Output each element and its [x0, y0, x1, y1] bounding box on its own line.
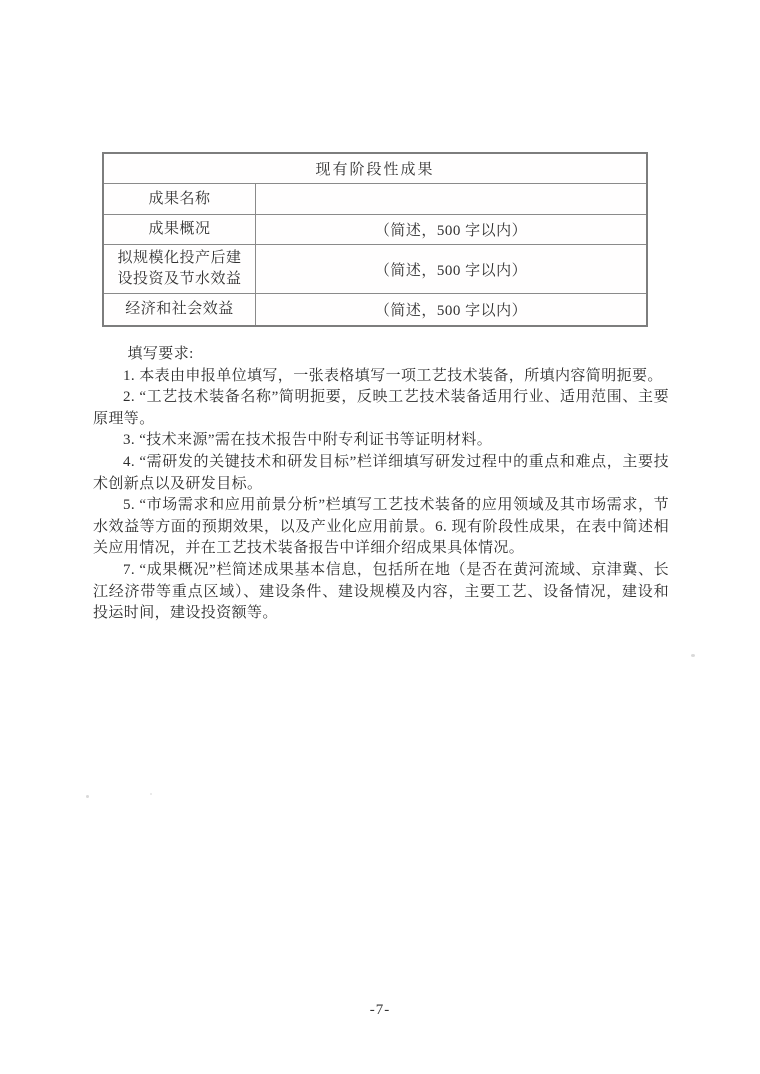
row-label-text: 经济和社会效益: [125, 301, 234, 317]
page-number: -7-: [369, 1002, 391, 1018]
requirement-item-5-6: 5. “市场需求和应用前景分析”栏填写工艺技术装备的应用领域及其市场需求，节水效益等方面的预期效果，以及产业化应用前景。6. 现有阶段性成果，在表中简述相关应用情况，并在工艺技术装备报告中详细介绍成果具体情况。: [93, 497, 669, 557]
row-value-economic-social-benefit: （简述，500 字以内）: [374, 303, 528, 319]
table-row: [104, 215, 646, 245]
fill-in-requirements: [93, 344, 669, 625]
row-label-investment-benefit: [104, 245, 256, 293]
row-label-text: 成果名称: [148, 190, 211, 207]
row-value-result-name: [256, 184, 646, 214]
achievements-table: [102, 152, 648, 327]
requirement-item-2: 2. “工艺技术装备名称”简明扼要，反映工艺技术装备适用行业、适用范围、主要原理等。: [93, 389, 669, 427]
table-row: [104, 184, 646, 215]
requirement-item-7: 7. “成果概况”栏简述成果基本信息，包括所在地（是否在黄河流域、京津冀、长江经济带等重点区域）、建设条件、建设规模及内容，主要工艺、设备情况，建设和投运时间，建设投资额等。: [93, 561, 669, 622]
requirement-item-4: 4. “需研发的关键技术和研发目标”栏详细填写研发过程中的重点和难点，主要技术创新点以及研发目标。: [93, 453, 669, 492]
requirements-heading: 填写要求:: [127, 346, 194, 362]
row-label-text: 成果概况: [148, 221, 211, 237]
row-value-investment-benefit: （简述，500 字以内）: [374, 262, 528, 279]
row-value-result-overview: （简述，500 字以内）: [374, 223, 528, 239]
requirement-item-3: 3. “技术来源”需在技术报告中附专利证书等证明材料。: [123, 432, 493, 449]
row-label-economic-social-benefit: [104, 294, 256, 325]
scan-speck: [150, 793, 152, 795]
row-label-result-overview: [104, 215, 256, 244]
row-label-text: 拟规模化投产后建设投资及节水效益: [117, 250, 242, 287]
table-row: [104, 245, 646, 294]
scan-speck: [86, 795, 89, 798]
requirement-item-1: 1. 本表由申报单位填写，一张表格填写一项工艺技术装备，所填内容简明扼要。: [123, 367, 663, 384]
scan-speck: [691, 654, 695, 657]
row-label-result-name: [104, 184, 256, 214]
table-row: [104, 294, 646, 325]
table-title: 现有阶段性成果: [104, 154, 646, 184]
